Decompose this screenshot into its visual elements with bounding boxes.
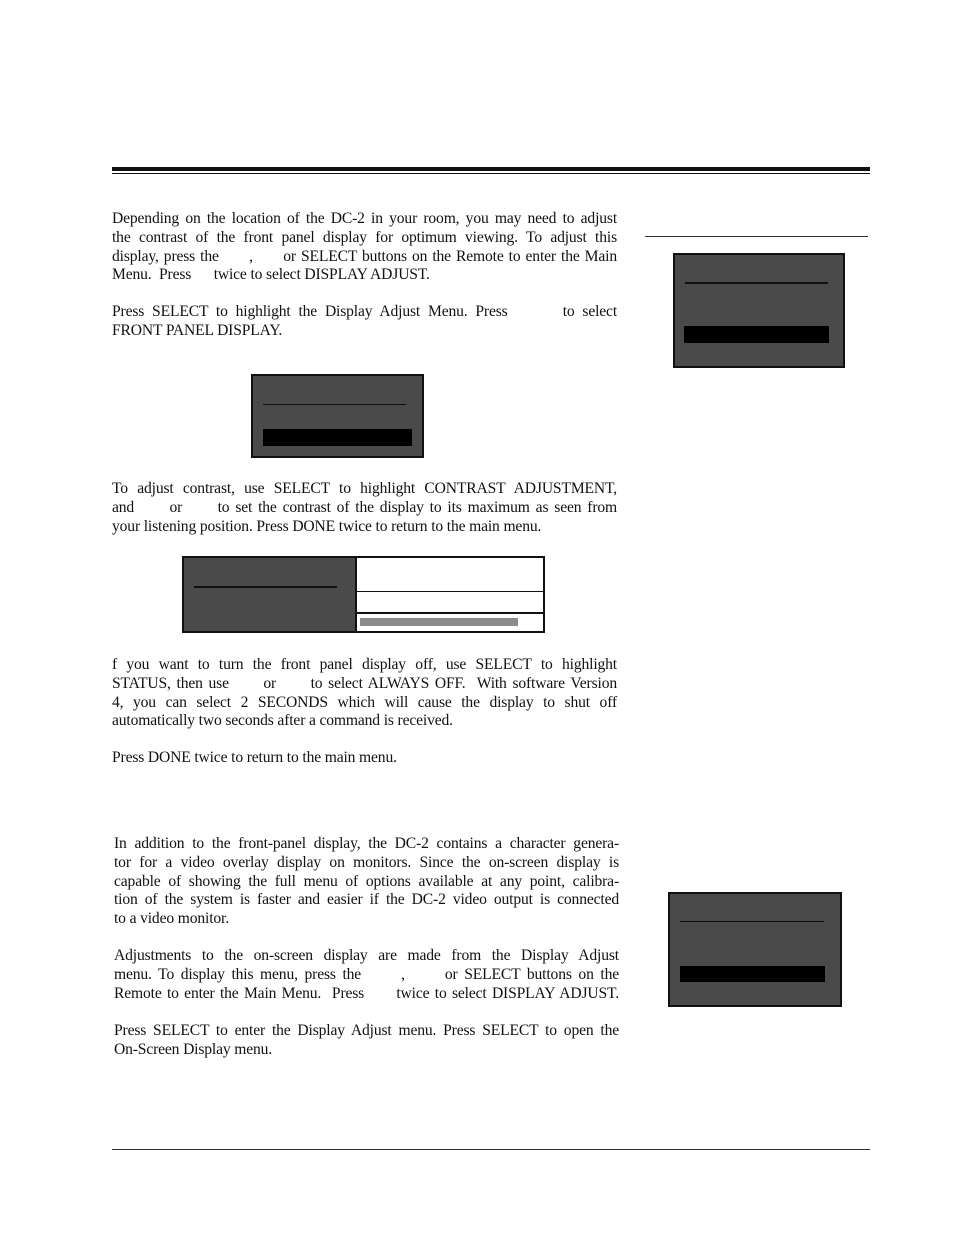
text-line: display, press the , or SELECT buttons on the Remote to enter the Main	[112, 247, 617, 265]
paragraph-select-display-adjust	[112, 303, 617, 341]
paragraph-onscreen-intro	[114, 835, 619, 929]
text-line: the contrast of the front panel display for optimum viewing. To adjust this	[112, 228, 617, 246]
menu-title-underline	[685, 282, 828, 284]
text-line: Depending on the location of the DC-2 in your room, you may need to adjust	[112, 210, 617, 227]
menu-title-underline	[263, 404, 406, 405]
text-line: To adjust contrast, use SELECT to highlight CONTRAST ADJUSTMENT,	[112, 480, 617, 497]
text-line: Press SELECT to enter the Display Adjust menu. Press SELECT to open the	[114, 1022, 619, 1039]
paragraph-done	[112, 749, 617, 768]
text-line: and or to set the contrast of the display to its maximum as seen from	[112, 498, 617, 516]
text-line: Press DONE twice to return to the main menu.	[112, 749, 397, 766]
menu-highlight-bar	[680, 966, 825, 982]
text-line: automatically two seconds after a command is received.	[112, 712, 453, 730]
menu-screen-main-display-adjust	[673, 253, 845, 368]
text-line: to a video monitor.	[114, 910, 229, 928]
paragraph-display-off	[112, 656, 617, 731]
text-line: 4, you can select 2 SECONDS which will cause the display to shut off	[112, 693, 617, 711]
text-line: your listening position. Press DONE twice to return to the main menu.	[112, 517, 542, 535]
menu-title-underline	[194, 586, 337, 588]
menu-highlight-bar	[684, 326, 829, 343]
paragraph-contrast-intro	[112, 210, 617, 285]
text-line: Press SELECT to highlight the Display Adjust Menu. Press to select	[112, 303, 617, 320]
paragraph-contrast-adjustment	[112, 480, 617, 536]
text-line: Menu. Press twice to select DISPLAY ADJUST.	[112, 266, 430, 284]
text-line: tion of the system is faster and easier if the DC-2 video output is connected	[114, 891, 619, 909]
text-line: Adjustments to the on-screen display are made from the Display Adjust	[114, 947, 619, 964]
text-line: menu. To display this menu, press the , or SELECT buttons on the	[114, 965, 619, 983]
paragraph-onscreen-adjust	[114, 947, 619, 1003]
text-line: f you want to turn the front panel display off, use SELECT to highlight	[112, 656, 617, 673]
menu-divider	[357, 612, 543, 614]
menu-highlight-bar	[263, 429, 412, 446]
menu-screen-onscreen-display	[668, 892, 842, 1007]
text-line: On-Screen Display menu.	[114, 1040, 273, 1058]
text-line: capable of showing the full menu of options available at any point, calibra-	[114, 872, 619, 890]
header-rule-thick	[112, 167, 870, 171]
text-line: STATUS, then use or to select ALWAYS OFF. With software Version	[112, 674, 617, 692]
text-line: tor for a video overlay display on monitors. Since the on-screen display is	[114, 853, 619, 871]
header-rule-thin	[112, 173, 870, 174]
menu-screen-contrast-adjustment	[182, 556, 545, 633]
contrast-level-bar	[360, 618, 518, 626]
footer-rule	[112, 1149, 870, 1150]
paragraph-onscreen-open	[114, 1022, 619, 1060]
text-line: Remote to enter the Main Menu. Press twice to select DISPLAY ADJUST.	[114, 984, 619, 1002]
menu-left-pane	[184, 558, 357, 631]
text-line: In addition to the front-panel display, the DC-2 contains a character genera-	[114, 835, 619, 852]
menu-divider	[357, 591, 543, 592]
sidebar-rule	[645, 236, 868, 237]
menu-screen-front-panel-display	[251, 374, 424, 458]
text-line: FRONT PANEL DISPLAY.	[112, 321, 283, 339]
menu-title-underline	[680, 921, 824, 922]
